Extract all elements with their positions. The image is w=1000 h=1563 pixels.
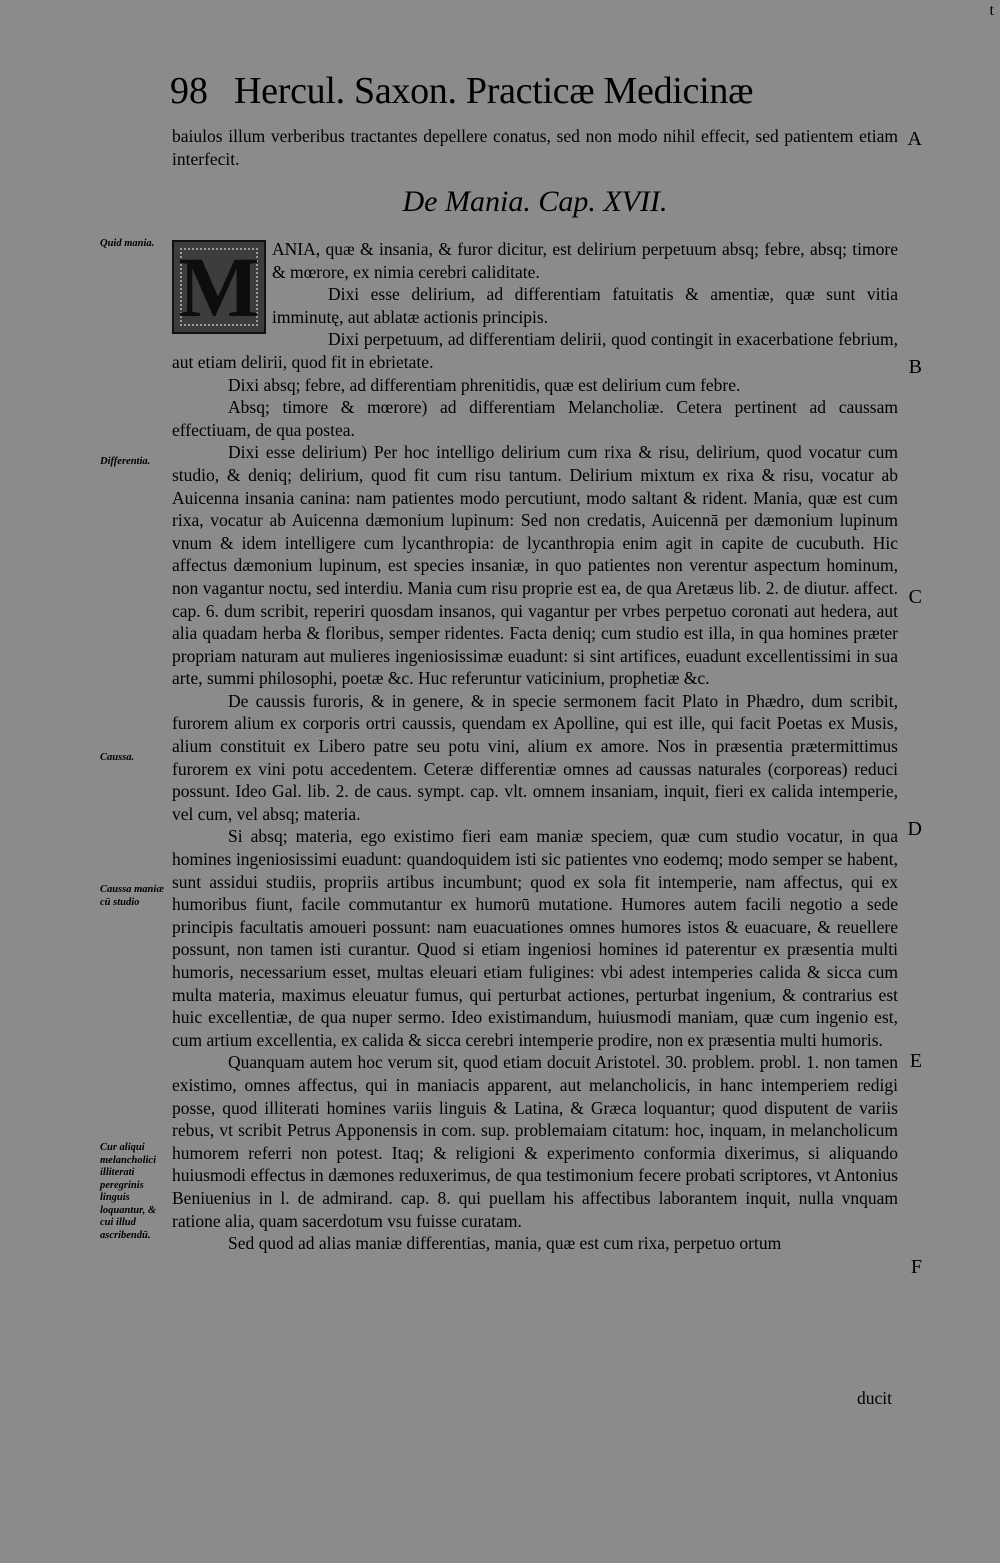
paragraph-cum-studio: Si absq; materia, ego existimo fieri eam maniæ speciem, quæ cum studio vocatur, in qua homines ingeniosissimi euadunt: quandoquidem isti sic patientes vno eodemq; modo semper se habent, sunt assidui studiis, propriis artibus incumbunt; quod ex sola fit intemperie, nam affectus, qui ex humoribus fiunt, facile commutantur ex humorū mutatione. Humores autem facili negotio a sede principis facultatis amoueri possunt: nam euacuationes omnes humores istos & euacuare, & reuellere possunt, non tamen isti curantur. Quod si etiam ingeniosi homines id paterentur ex præsentia multi humoris, necessarium esset, multas eleuari etiam fuligines: vbi adest intemperies calida & sicca cum multa materia, maximus eleuatur fumus, qui perturbat actiones, perturbat ingenium, & contrarius est huic excellentiæ, de qua nuper sermo. Ideo existimandum, huiusmodi maniam, quæ cum ingenio est, cum artium excellentia, ex calida & sicca cerebri intemperie prodire, non ex præsentia multi humoris.: [172, 826, 898, 1050]
paragraph-delirium: Dixi esse delirium, ad differentiam fatuitatis & amentiæ, quæ sunt vitia imminutę, aut ablatæ actionis principis.: [272, 284, 898, 327]
side-letter: E: [909, 1050, 922, 1072]
marginal-note: Cur aliqui melancholici illiterati peregrinis linguis loquantur, & cui illud ascribendū.: [100, 1142, 157, 1241]
side-letter: F: [910, 1256, 922, 1278]
page-number: 98: [170, 70, 208, 112]
corner-mark: t: [989, 2, 994, 19]
catchword: ducit: [857, 1388, 892, 1408]
paragraph-last: Sed quod ad alias maniæ differentias, mania, quæ est cum rixa, perpetuo ortum: [228, 1233, 782, 1254]
chapter-title: De Mania. Cap. XVII.: [402, 185, 668, 218]
paragraph-caussa: De caussis furoris, & in genere, & in specie sermonem facit Plato in Phædro, dum scribit, furorem alium ex corporis ortri caussis, quendam ex Apolline, qui est ille, qui facit Poetas ex Musis, alium constituit ex Libero patre seu potu vini, alium ex amore. Nos in præsentia prætermittimus furorem ex vini potu accedentem. Ceteræ differentiæ omnes ad caussas naturales (corporeas) reduci possunt. Ideo Gal. lib. 2. de caus. sympt. cap. vlt. omnem insaniam, inquit, fieri ex calida intemperie, vel cum, vel absq; materia.: [172, 690, 898, 824]
paragraph-absque-febre: Dixi absq; febre, ad differentiam phrenitidis, quæ est delirium cum febre.: [228, 374, 741, 395]
paragraph-perpetuum: Dixi perpetuum, ad differentiam delirii, quod contingit in exacerbatione febrium, aut etiam delirii, quod fit in ebrietate.: [172, 329, 898, 372]
running-header: [170, 68, 810, 114]
side-letter: B: [908, 356, 922, 378]
intro-paragraph: baiulos illum verberibus tractantes depellere conatus, sed non modo nihil effecit, sed patientem etiam interfecit.: [172, 126, 898, 169]
paragraph-differentia: Dixi esse delirium) Per hoc intelligo delirium cum rixa & risu, delirium, quod vocatur cum studio, & deniq; delirium, quod fit cum risu tantum. Delirium mixtum ex rixa & risu, vocatur ab Auicenna insania canina: nam patientes modo percutiunt, modo saltant & rident. Mania, quæ est cum rixa, vocatur ab Auicenna dæmonium lupinum: Sed non credatis, Auicennā per dæmonium lupinum vnum & idem intelligere cum lycanthropia: de lycanthropia enim agit in capite de cucubuth. Hic affectus dæmonium lupinum, est species insaniæ, in quo patientes non verentur aspectum hominum, non vagantur noctu, sed interdiu. Mania cum risu proprie est ea, de qua Aretæus lib. 2. de diutur. affect. cap. 6. dum scribit, reperiri quosdam insanos, qui vagantur per vrbes perpetuo coronati aut hedera, aut alia quadam herba & floribus, semper ridentes. Facta deniq; cum studio est illa, in qua homines præter propriam naturam aut mulieres ingeniosissimæ euadunt: si sint artifices, euadunt excellentissimi in sua arte, summi philosophi, poetæ &c. Huc referuntur vaticinium, prophetiæ &c.: [172, 442, 898, 689]
dropcap-ornament: [172, 240, 266, 334]
marginal-note: Caussa.: [100, 752, 135, 763]
running-title: Hercul. Saxon. Practicæ Medicinæ: [234, 70, 754, 112]
chapter-body: [172, 238, 898, 1255]
marginal-note: Differentia.: [100, 456, 151, 467]
side-letter: A: [907, 128, 922, 150]
paragraph-absque-timore: Absq; timore & mœrore) ad differentiam Melancholiæ. Cetera pertinent ad caussam effectiuam, de qua postea.: [172, 397, 898, 440]
marginal-note: Quid mania.: [100, 238, 155, 249]
intro-paragraph-block: [172, 125, 898, 170]
dropcap-letter: M: [178, 240, 260, 334]
side-letter: D: [907, 818, 922, 840]
paragraph-definition: ANIA, quæ & insania, & furor dicitur, est delirium perpetuum absq; febre, absq; timore & mœrore, ex nimia cerebri caliditate.: [272, 239, 898, 282]
side-letter: C: [908, 586, 922, 608]
paragraph-melancholici: Quanquam autem hoc verum sit, quod etiam docuit Aristotel. 30. problem. probl. 1. non tamen existimo, omnes affectus, qui in maniacis apparent, aut melancholicis, in hanc intemperiem redigi posse, quod illiterati homines variis linguis & Latina, & Græca loquantur; quod disputent de variis rebus, vt scribit Petrus Apponensis in com. sup. problemaiam citatum: hoc, inquam, in melancholicum humorem referri non potest. Itaq; & religioni & experimento conformia dixerimus, si aliquando huiusmodi effectus in dæmones reduxerimus, de qua testimonium fecere probati scriptores, vt Antonius Beniuenius in l. de admirand. cap. 8. qui puellam his affectibus laborantem inquit, nulla vnquam ratione alia, quam sacerdotum vsu fuisse curatam.: [172, 1052, 898, 1231]
marginal-note: Caussa maniæ cū studio: [100, 884, 164, 908]
